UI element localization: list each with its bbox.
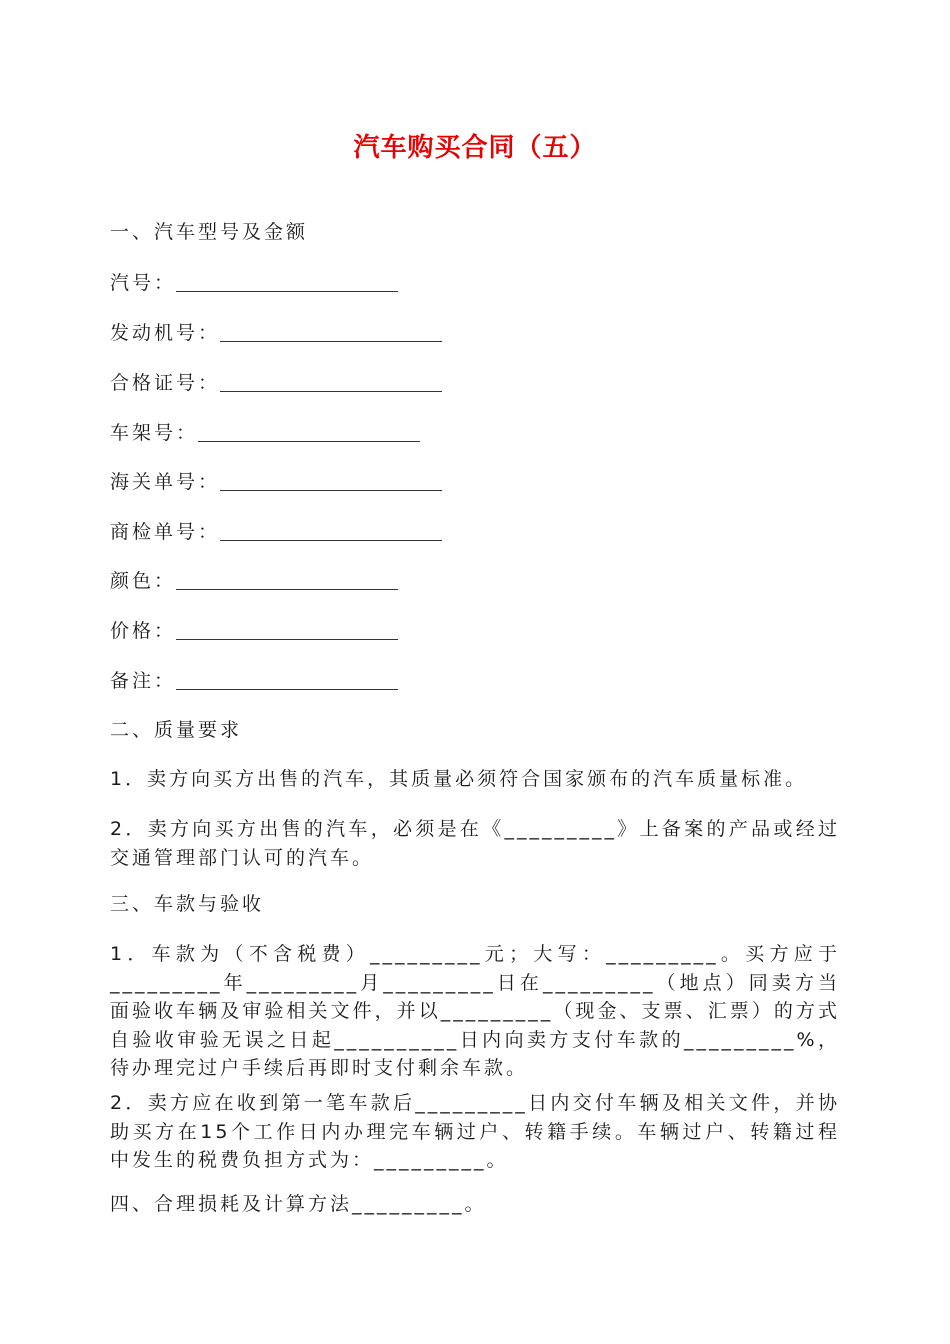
field-label: 颜色：: [110, 570, 177, 592]
fill-in-blank: [176, 621, 398, 640]
field-label: 车架号：: [110, 422, 199, 444]
field-customs-number: [110, 469, 442, 495]
section1-heading: 一、汽车型号及金额: [110, 221, 309, 243]
section3-paragraph-2: 2．卖方应在收到第一笔车款后_________日内交付车辆及相关文件，并协助买方在15个工作日内办理完车辆过户、转籍手续。车辆过户、转籍过程中发生的税费负担方式为：_________。: [110, 1092, 840, 1171]
field-color: [110, 568, 398, 594]
fill-in-blank: [176, 273, 398, 292]
fill-in-blank: [176, 671, 398, 690]
field-price: [110, 618, 398, 644]
field-remarks: [110, 668, 398, 694]
fill-in-blank: [220, 373, 442, 392]
field-label: 商检单号：: [110, 521, 221, 543]
section3-paragraph-1: 1．车款为（不含税费）_________元；大写：_________。买方应于_________年_________月_________日在_________（地点）同卖方当面验收车辆及审验相关文件，并以_________（现金、支票、汇票）的方式自验收审验无误之日起__________日内向卖方支付车款的_________%，待办理完过户手续后再即时支付剩余车款。: [110, 943, 840, 1079]
field-label: 合格证号：: [110, 372, 221, 394]
fill-in-blank: [198, 423, 420, 442]
fill-in-blank: [220, 472, 442, 491]
section4-heading: 四、合理损耗及计算方法_________。: [110, 1193, 487, 1215]
field-frame-number: [110, 420, 420, 446]
section2-paragraph-1: 1．卖方向买方出售的汽车，其质量必须符合国家颁布的汽车质量标准。: [110, 768, 808, 790]
section2-paragraph-2: 2．卖方向买方出售的汽车，必须是在《_________》上备案的产品或经过交通管理部门认可的汽车。: [110, 818, 840, 869]
fill-in-blank: [220, 522, 442, 541]
field-label: 汽号：: [110, 272, 177, 294]
field-label: 海关单号：: [110, 471, 221, 493]
fill-in-blank: [176, 571, 398, 590]
section3-heading: 三、车款与验收: [110, 893, 265, 915]
field-engine-number: [110, 320, 442, 346]
fill-in-blank: [220, 323, 442, 342]
field-model-number: [110, 270, 398, 296]
field-label: 发动机号：: [110, 322, 221, 344]
field-certificate-number: [110, 370, 442, 396]
section2-heading: 二、质量要求: [110, 719, 243, 741]
document-title: 汽车购买合同（五）: [353, 133, 597, 163]
field-inspection-number: [110, 519, 442, 545]
field-label: 备注：: [110, 670, 177, 692]
field-label: 价格：: [110, 620, 177, 642]
